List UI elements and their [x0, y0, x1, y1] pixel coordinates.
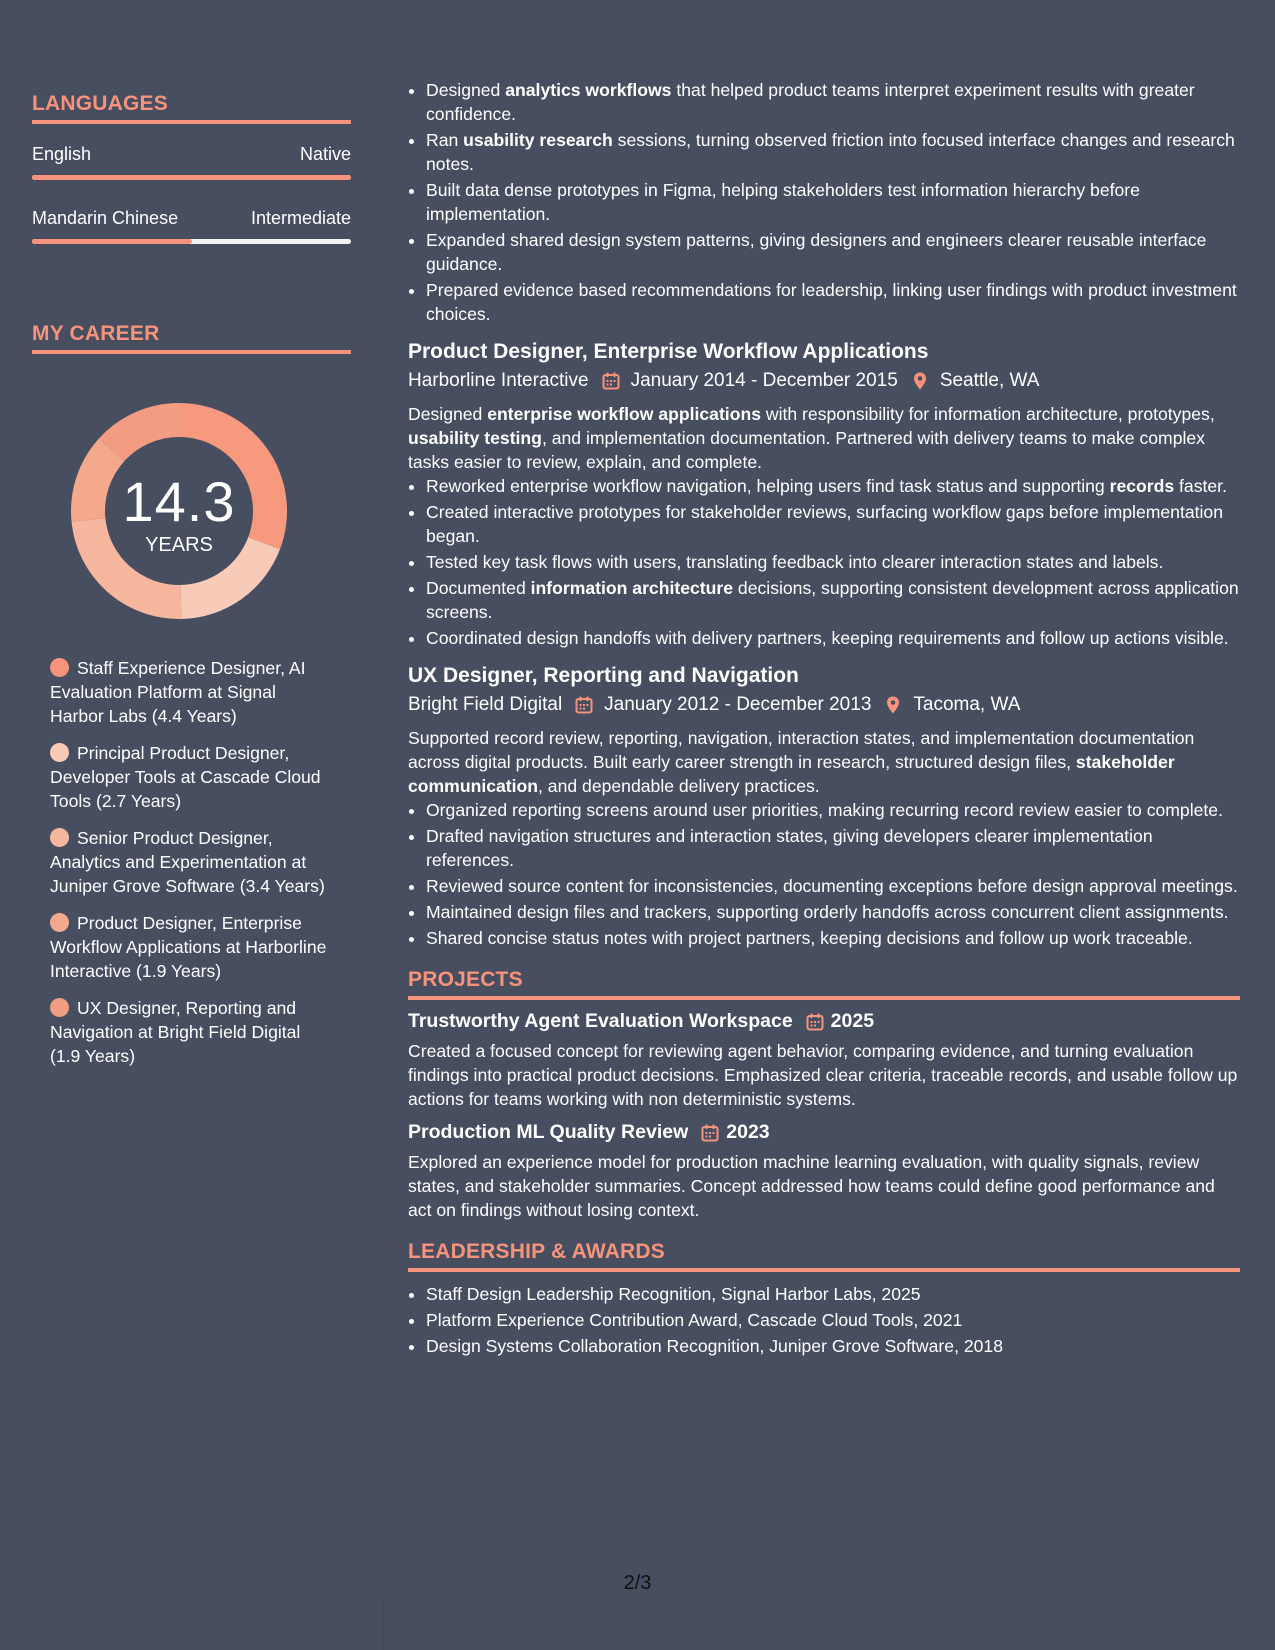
job-meta — [408, 694, 1240, 716]
project-year: 2025 — [830, 1010, 875, 1032]
text-segment: that helped product teams interpret experiment results with greater confidence. — [426, 80, 1195, 124]
text-segment: Ran — [426, 130, 464, 150]
job-title: Product Designer, Enterprise Workflow Applications — [408, 340, 929, 363]
bold-phrase: usability testing — [408, 428, 542, 448]
language-level: Native — [299, 144, 351, 164]
job-dates: January 2012 - December 2013 — [604, 694, 872, 715]
calendar-icon — [601, 371, 621, 391]
legend-label: UX Designer, Reporting and Navigation at Bright Field Digital (1.9 Years) — [50, 998, 301, 1066]
language-item — [32, 208, 351, 244]
award-item: • Design Systems Collaboration Recognition, Juniper Grove Software, 2018 — [426, 1334, 1240, 1358]
bullet-item — [426, 78, 1240, 126]
job-meta — [408, 370, 1240, 392]
legend-color-dot — [50, 828, 69, 847]
language-proficiency-bar — [32, 175, 351, 180]
job-entry — [408, 340, 1240, 650]
award-item: • Platform Experience Contribution Award, Cascade Cloud Tools, 2021 — [426, 1308, 1240, 1332]
language-proficiency-fill — [32, 239, 192, 244]
legend-color-dot — [50, 998, 69, 1017]
bullet-item — [426, 926, 1240, 950]
legend-label: Senior Product Designer, Analytics and Experimentation at Juniper Grove Software (3.4 Years) — [50, 828, 325, 896]
bullet-item — [426, 824, 1240, 872]
previous-job-bullets — [408, 78, 1240, 326]
legend-label: Product Designer, Enterprise Workflow Applications at Harborline Interactive (1.9 Years) — [50, 913, 327, 981]
language-level: Intermediate — [250, 208, 351, 228]
job-entry — [408, 664, 1240, 950]
languages-heading: LANGUAGES — [32, 92, 351, 124]
text-segment: with responsibility for information architecture, prototypes, — [760, 404, 1215, 424]
job-dates: January 2014 - December 2015 — [630, 370, 898, 391]
project-year: 2023 — [726, 1121, 770, 1143]
legend-item — [50, 996, 351, 1068]
bullet-item — [426, 550, 1240, 574]
projects-heading: PROJECTS — [408, 968, 1240, 1000]
bold-phrase: usability research — [463, 130, 613, 150]
career-legend — [32, 656, 351, 1068]
left-column — [32, 92, 351, 1081]
bullet-item — [426, 576, 1240, 624]
donut-center — [66, 398, 292, 624]
language-name: Mandarin Chinese — [32, 208, 179, 228]
legend-label: Staff Experience Designer, AI Evaluation Platform at Signal Harbor Labs (4.4 Years) — [50, 658, 306, 726]
legend-color-dot — [50, 658, 69, 677]
project-description: Explored an experience model for production machine learning evaluation, with quality signals, review states, and stakeholder summaries. Concept addressed how teams could define good performance and act on findings without losing context. — [408, 1152, 1215, 1220]
text-segment: Drafted navigation structures and interaction states, giving developers clearer implementation references. — [426, 826, 1153, 870]
text-segment: Supported record review, reporting, navigation, interaction states, and implementation documentation across digital products. Built early career strength in research, structured design files, — [408, 728, 1195, 772]
project-entry — [408, 1121, 1240, 1222]
bullet-item — [426, 798, 1240, 822]
bullet-item — [426, 626, 1240, 650]
bullet-item — [426, 500, 1240, 548]
text-segment: Reviewed source content for inconsistencies, documenting exceptions before design approval meetings. — [426, 876, 1238, 896]
text-segment: Shared concise status notes with project partners, keeping decisions and follow up work traceable. — [426, 928, 1193, 948]
job-description — [408, 726, 1240, 798]
bold-phrase: information architecture — [530, 578, 734, 598]
text-segment: , and dependable delivery practices. — [538, 776, 820, 796]
legend-color-dot — [50, 913, 69, 932]
legend-color-dot — [50, 743, 69, 762]
language-name: English — [32, 144, 92, 164]
text-segment: Designed — [426, 80, 506, 100]
text-segment: Coordinated design handoffs with delivery partners, keeping requirements and follow up actions visible. — [426, 628, 1229, 648]
legend-label: Principal Product Designer, Developer Tools at Cascade Cloud Tools (2.7 Years) — [50, 743, 321, 811]
text-segment: Expanded shared design system patterns, giving designers and engineers clearer reusable interface guidance. — [426, 230, 1207, 274]
bullet-item — [426, 178, 1240, 226]
text-segment: Organized reporting screens around user priorities, making recurring record review easier to complete. — [426, 800, 1223, 820]
awards-list — [408, 1282, 1240, 1358]
bullet-item — [426, 474, 1240, 498]
text-segment: , and implementation documentation. Partnered with delivery teams to make complex tasks easier to review, explain, and complete. — [408, 428, 1205, 472]
awards-heading: LEADERSHIP & AWARDS — [408, 1240, 1240, 1272]
career-total-years: 14.3 — [122, 470, 236, 533]
award-item: • Staff Design Leadership Recognition, Signal Harbor Labs, 2025 — [426, 1282, 1240, 1306]
language-proficiency-bar — [32, 239, 351, 244]
language-item — [32, 144, 351, 180]
project-description: Created a focused concept for reviewing agent behavior, comparing evidence, and turning evaluation findings into practical product decisions. Emphasized clear criteria, traceable records, and usable follow up actions for teams working with non deterministic systems. — [408, 1041, 1238, 1109]
text-segment: Reworked enterprise workflow navigation, helping users find task status and supporting — [426, 476, 1110, 496]
page-number: 2/3 — [623, 1572, 652, 1594]
legend-item — [50, 741, 351, 813]
text-segment: Designed — [408, 404, 488, 424]
job-title: UX Designer, Reporting and Navigation — [408, 664, 799, 687]
career-heading: MY CAREER — [32, 322, 351, 354]
bullet-item — [426, 278, 1240, 326]
text-segment: Tested key task flows with users, translating feedback into clearer interaction states and labels. — [426, 552, 1164, 572]
project-title: Trustworthy Agent Evaluation Workspace — [408, 1010, 793, 1032]
legend-item — [50, 911, 351, 983]
bold-phrase: analytics workflows — [505, 80, 672, 100]
project-title-row — [408, 1121, 1240, 1144]
career-total-unit: YEARS — [145, 534, 213, 556]
bullet-item — [426, 128, 1240, 176]
text-segment: faster. — [1174, 476, 1227, 496]
project-title-row — [408, 1010, 1240, 1033]
bullet-item — [426, 228, 1240, 276]
job-company: Harborline Interactive — [408, 370, 589, 391]
location-pin-icon — [910, 371, 930, 391]
project-entry — [408, 1010, 1240, 1111]
calendar-icon — [700, 1123, 720, 1143]
calendar-icon — [805, 1012, 825, 1032]
job-company: Bright Field Digital — [408, 694, 563, 715]
text-segment: Maintained design files and trackers, supporting orderly handoffs across concurrent client assignments. — [426, 902, 1229, 922]
project-title: Production ML Quality Review — [408, 1121, 689, 1143]
text-segment: Built data dense prototypes in Figma, helping stakeholders test information hierarchy before implementation. — [426, 180, 1140, 224]
column-divider — [382, 1598, 383, 1650]
text-segment: sessions, turning observed friction into focused interface changes and research notes. — [426, 130, 1235, 174]
job-location: Tacoma, WA — [913, 694, 1021, 715]
location-pin-icon — [883, 695, 903, 715]
legend-item — [50, 656, 351, 728]
text-segment: Documented — [426, 578, 531, 598]
bold-phrase: stakeholder communication — [408, 752, 1175, 796]
job-bullets — [408, 798, 1240, 950]
text-segment: Prepared evidence based recommendations for leadership, linking user findings with product investment choices. — [426, 280, 1237, 324]
legend-item — [50, 826, 351, 898]
calendar-icon — [574, 695, 594, 715]
right-column — [408, 78, 1240, 1360]
career-donut-chart — [66, 398, 292, 624]
bullet-item — [426, 874, 1240, 898]
bold-phrase: enterprise workflow applications — [487, 404, 761, 424]
bold-phrase: records — [1109, 476, 1175, 496]
job-location: Seattle, WA — [939, 370, 1040, 391]
text-segment: decisions, supporting consistent development across application screens. — [426, 578, 1239, 622]
language-proficiency-fill — [32, 175, 351, 180]
bullet-item — [426, 900, 1240, 924]
job-description — [408, 402, 1240, 474]
text-segment: Created interactive prototypes for stakeholder reviews, surfacing workflow gaps before implementation began. — [426, 502, 1223, 546]
job-bullets — [408, 474, 1240, 650]
